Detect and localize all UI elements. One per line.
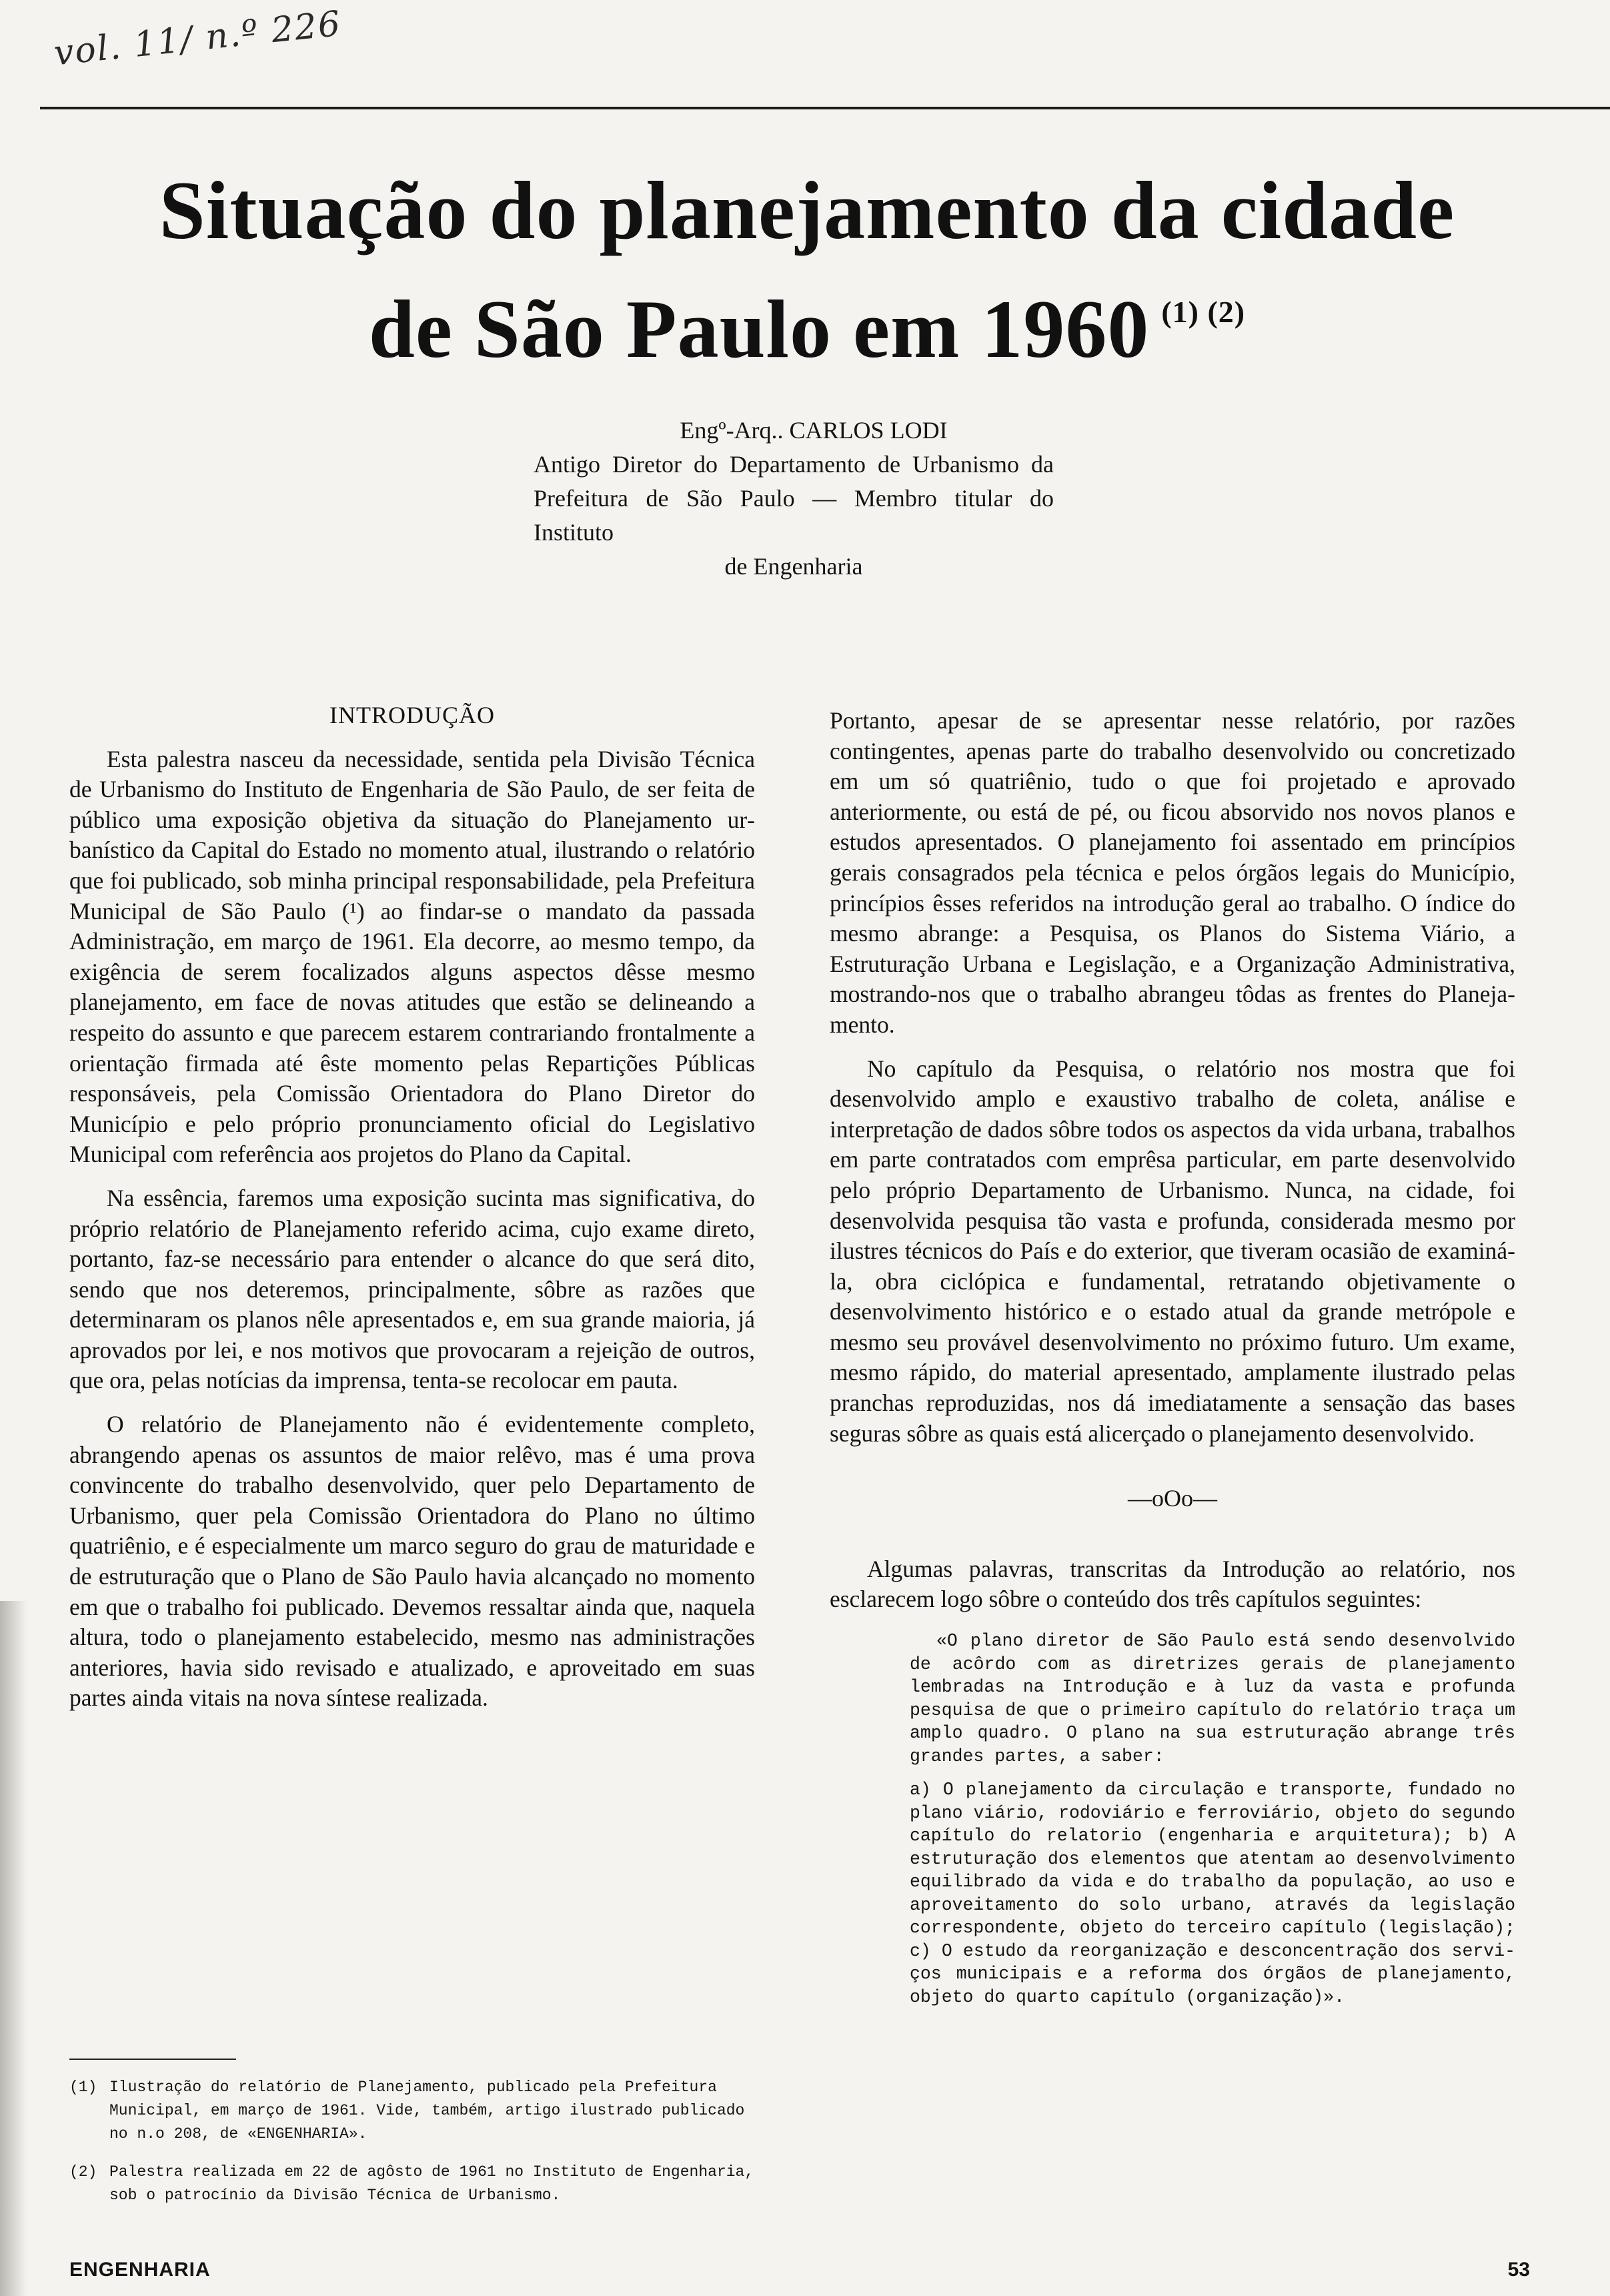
author-name: Engº-Arq.. CARLOS LODI: [680, 417, 948, 444]
scan-edge-shadow: [0, 1601, 27, 2296]
author-block: [534, 414, 1054, 584]
left-column: [69, 700, 755, 1714]
section-heading: INTRODUÇÃO: [329, 702, 495, 728]
section-separator: —oOo—: [1128, 1485, 1217, 1512]
footnote-mark: (2): [69, 2163, 97, 2181]
author-affiliation-end: de Engenharia: [724, 553, 863, 580]
handwritten-note: vol. 11/ n.º 226: [52, 3, 343, 74]
article-title: [67, 160, 1547, 380]
author-affiliation: Antigo Diretor do Departamento de Urbanismo da Prefeitura de São Paulo — Membro titular do Instituto: [534, 451, 1054, 546]
footnote-rule: [69, 2059, 236, 2060]
footnote: [69, 2076, 756, 2146]
paragraph: Algumas palavras, transcritas da Introdução ao relatório, nos esclarecem logo sôbre o conteúdo dos três capítulos seguintes:: [830, 1555, 1515, 1613]
paragraph: Na essência, faremos uma exposição sucinta mas significativa, do próprio relatório de Planejamento referido acima, cujo exame direto, portanto, faz-se necessário para entender o alcance do que será dito, sendo que nos deteremos, principalmente, sôbre as razões que determinaram os planos nêle apresentados e, em sua grande maioria, já aprovados por lei, e nos motivos que provocaram a rejeição de outros, que ora, pelas notícias da imprensa, tenta-se recolocar em pauta.: [69, 1184, 755, 1394]
journal-name: ENGENHARIA: [69, 2259, 211, 2281]
footnote: [69, 2161, 756, 2207]
paragraph: Portanto, apesar de se apresentar nesse relatório, por razões contingentes, apenas parte do trabalho desenvolvido ou concretizado em um só quatriênio, tudo o que foi projetado e aprovado anteriormente, ou está de pé, ou ficou absorvido nos novos planos e estudos apresentados. O planejamento foi assentado em princípios gerais consagrados pela técnica e pelos órgãos legais do Município, princípios êsses referidos na introdução geral ao trabalho. O índice do mesmo abrange: a Pesquisa, os Planos do Sistema Viário, a Estruturação Urbana e Legislação, e a Organização Administrativa, mostrando-nos que o trabalho abrangeu tôdas as frentes do Planejamento.: [830, 707, 1515, 1038]
right-column: [830, 706, 1515, 2019]
paragraph: No capítulo da Pesquisa, o relatório nos mostra que foi desenvolvido amplo e exaustivo trabalho de coleta, análise e interpretação de dados sôbre todos os aspectos da vida urbana, trabalhos em parte contratados com emprêsa particular, em parte desenvolvido pelo próprio Departamento de Urbanismo. Nunca, na cidade, foi desenvolvida pesquisa tão vasta e profunda, considerada mesmo por ilustres técnicos do País e do exterior, que tiveram ocasião de examiná-la, obra ciclópica e fundamental, retratando objetivamente o desenvolvimento histórico e o estado atual da grande metrópole e mesmo seu provável desenvolvimento no próximo futuro. Um exame, mesmo rápido, do material apresentado, amplamente ilustrado pelas pranchas reproduzidas, nos dá imediatamente a sensação das bases seguras sôbre as quais está alicerçado o planejamento desenvolvido.: [830, 1055, 1515, 1447]
page-number: 53: [1507, 2259, 1530, 2281]
quote-paragraph: «O plano diretor de São Paulo está sendo desenvolvido de acôrdo com as diretrizes gerais de planejamento lembradas na Introdução e à luz da vasta e profunda pesquisa de que o primeiro capítulo do relatório traça um amplo quadro. O plano na sua estruturação abrange três grandes partes, a saber:: [910, 1631, 1515, 1766]
footnote-text: Ilustração do relatório de Planejamento, publicado pela Prefeitura Municipal, em março de 1961. Vide, também, artigo ilustrado publicado no n.o 208, de «ENGENHARIA».: [109, 2079, 745, 2143]
paragraph: O relatório de Planejamento não é evidentemente completo, abrangendo apenas os assuntos de maior relêvo, mas é uma prova convincente do trabalho desenvolvido, quer pelo Departamento de Urbanismo, quer pela Comissão Orientadora do Plano no último quatriênio, e é especialmente um marco seguro do grau de maturidade e de estruturação que o Plano de São Paulo havia alcançado no momento em que o trabalho foi publicado. Devemos ressaltar ainda que, naquela altura, todo o planejamento estabelecido, mesmo nas administrações anteriores, havia sido revisado e atualizado, e aproveitado em suas partes ainda vitais na nova síntese realizada.: [69, 1411, 755, 1712]
footnotes: [69, 2076, 756, 2222]
title-line-2: de São Paulo em 1960: [368, 283, 1150, 375]
block-quote: [910, 1630, 1515, 2008]
paragraph: Esta palestra nasceu da necessidade, sentida pela Divisão Técnica de Urbanismo do Instituto de Engenharia de São Paulo, de ser feita de público uma exposição objetiva da situação do Planejamento urbanístico da Capital do Estado no momento atual, ilustrando o relatório que foi publicado, sob minha principal responsabilidade, pela Prefeitura Municipal de São Paulo (¹) ao findar-se o mandato da passada Administração, em março de 1961. Ela decorre, ao mesmo tempo, da exigência de serem focalizados alguns aspectos dêsse mesmo planejamento, em face de novas atitudes que estão se delineando a respeito do assunto e que parecem estarem contrariando frontalmente a orientação firmada até êste momento pelas Repartições Públicas responsáveis, pela Comissão Orientadora do Plano Diretor do Município e pelo próprio pronunciamento oficial do Legislativo Municipal com referência aos projetos do Plano da Capital.: [69, 745, 755, 1168]
quote-paragraph: a) O planejamento da circulação e transporte, fundado no plano viário, rodoviário e ferroviário, objeto do segundo capítulo do relatorio (engenharia e arquitetura); b) A estruturação dos elementos que atentam ao desenvolvimento equilibrado da vida e do trabalho da população, ao uso e aproveitamento do solo urbano, através da legislação correspondente, objeto do terceiro capítulo (legislação); c) O estudo da reorganização e desconcentração dos serviços municipais e a reforma dos órgãos de planejamento, objeto do quarto capítulo (organização)».: [910, 1780, 1515, 2007]
footnote-text: Palestra realizada em 22 de agôsto de 1961 no Instituto de Engenharia, sob o patrocínio da Divisão Técnica de Urbanismo.: [109, 2163, 754, 2204]
title-line-1: Situação do planejamento da cidade: [159, 165, 1455, 256]
footnote-mark: (1): [69, 2079, 97, 2096]
header-rule: [40, 107, 1610, 109]
title-footnote-refs: (1) (2): [1161, 295, 1246, 329]
